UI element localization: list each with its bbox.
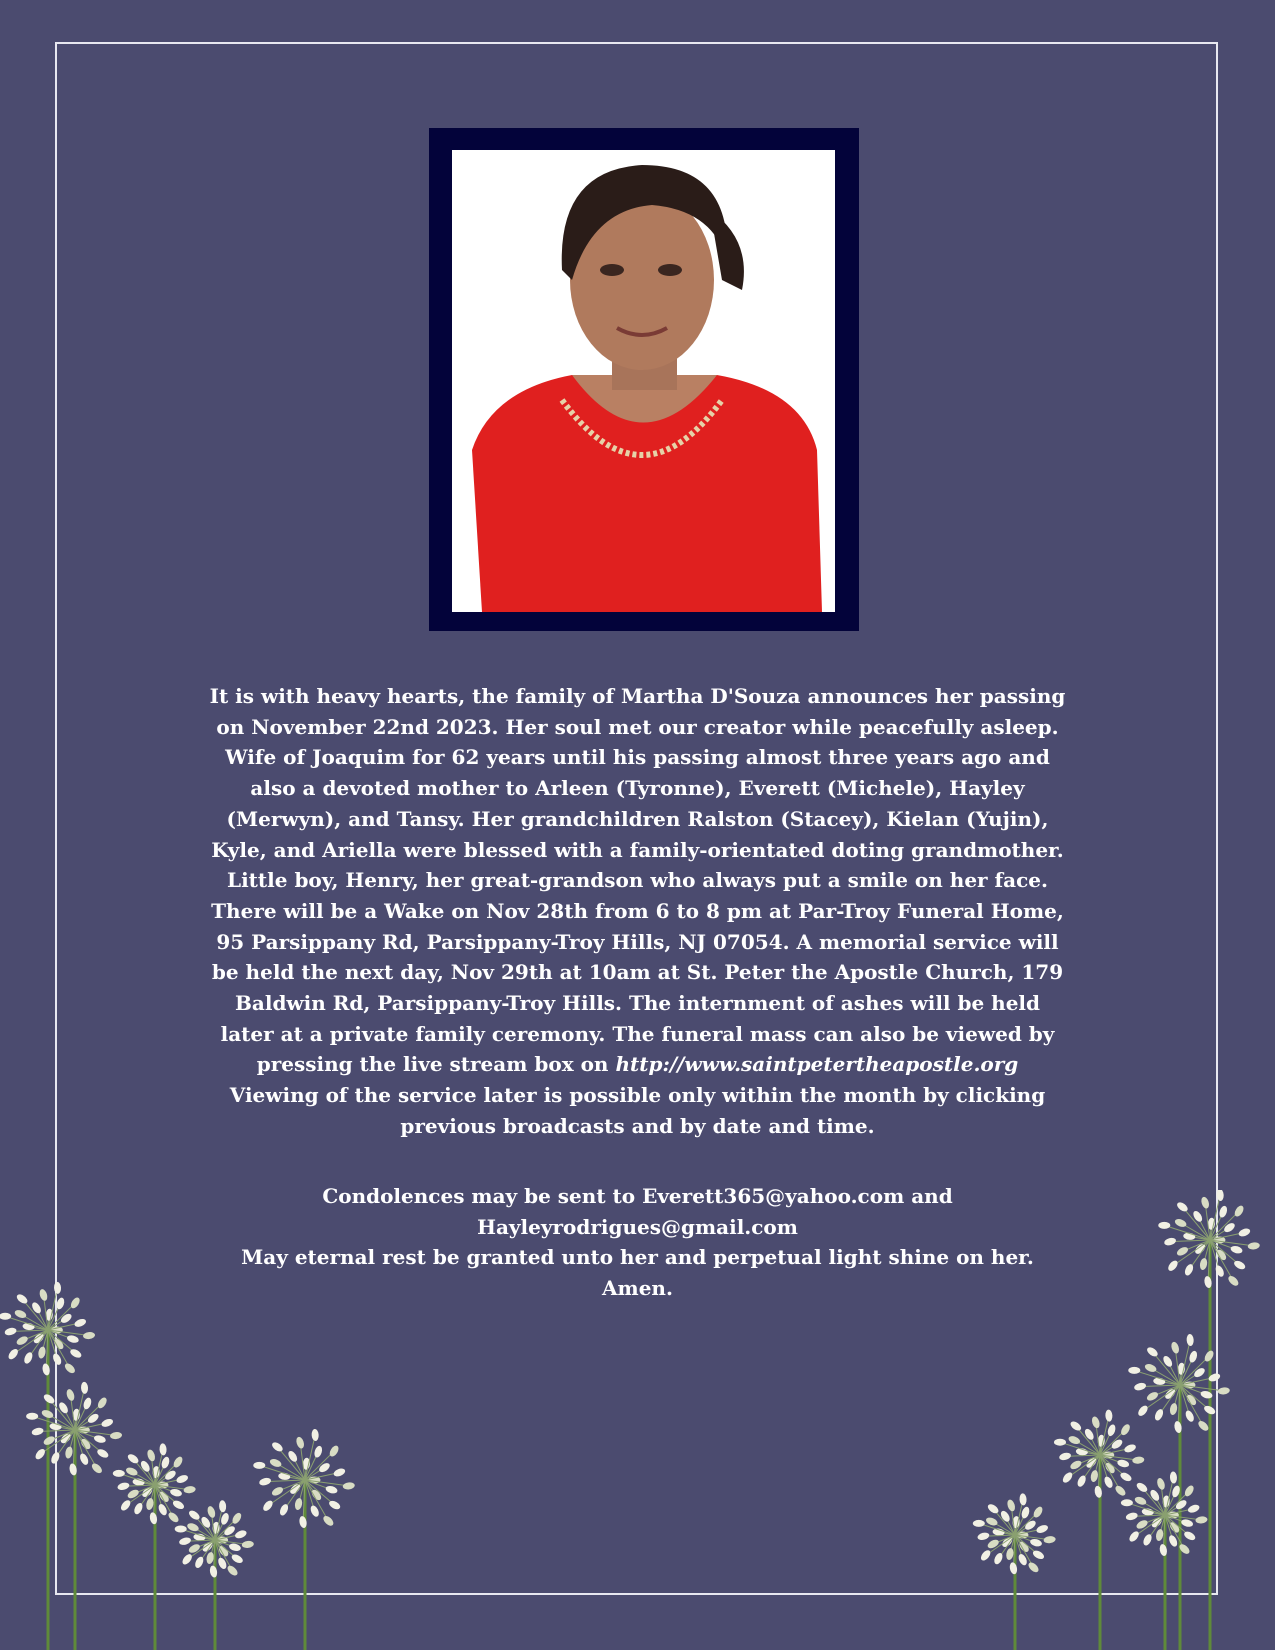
flower-petal xyxy=(1197,1419,1211,1432)
flower-petal xyxy=(82,1397,92,1411)
amen-line: Amen. xyxy=(602,1276,673,1301)
flower-petal xyxy=(1156,1477,1166,1491)
flower-petal xyxy=(90,1462,104,1475)
flower-petal xyxy=(318,1461,332,1474)
flower-petal xyxy=(100,1417,114,1428)
stream-link[interactable]: http://www.saintpetertheapostle.org xyxy=(615,1052,1019,1077)
text-line: Viewing of the service later is possible only within the month by clicking xyxy=(229,1083,1046,1108)
text-line: There will be a Wake on Nov 28th from 6 to 8 pm at Par-Troy Funeral Home, xyxy=(211,898,1064,923)
flower-petal xyxy=(1162,1354,1174,1368)
flower-petal xyxy=(125,1466,139,1477)
flower-petal xyxy=(209,1565,218,1578)
stream-prefix: pressing the live stream box on xyxy=(256,1052,616,1077)
flower-petal xyxy=(1128,1367,1140,1374)
flower-petal xyxy=(1117,1459,1130,1469)
flower-petal xyxy=(1180,1518,1193,1528)
flower-petal xyxy=(126,1488,140,1500)
flower-petal xyxy=(175,1526,187,1533)
flower-petal xyxy=(287,1449,299,1463)
flower-petal xyxy=(183,1485,196,1493)
flower-petal xyxy=(1166,1259,1179,1273)
prayer-line: May eternal rest be granted unto her and perpetual light shine on her. xyxy=(241,1245,1034,1270)
flower-petal xyxy=(163,1469,177,1482)
flower-petal xyxy=(119,1499,132,1513)
flower-petal xyxy=(159,1443,167,1455)
flower-petal xyxy=(30,1301,42,1315)
text-line: Baldwin Rd, Parsippany-Troy Hills. The internment of ashes will be held xyxy=(234,991,1041,1016)
flower-petal xyxy=(269,1458,283,1469)
flower-petal xyxy=(7,1347,20,1361)
flower-petal xyxy=(81,1382,89,1394)
flower-petal xyxy=(59,1312,73,1325)
flower-petal xyxy=(241,1540,254,1548)
flower-petal xyxy=(1174,1218,1188,1229)
flower-petal xyxy=(65,1388,75,1402)
flower-petal xyxy=(333,1467,347,1478)
flower-petal xyxy=(1054,1439,1066,1446)
text-line: on November 22nd 2023. Her soul met our creator while peacefully asleep. xyxy=(216,714,1059,739)
flower-petal xyxy=(1083,1427,1095,1441)
flower-petal xyxy=(270,1441,284,1454)
flower-petal xyxy=(986,1502,1000,1515)
flower-petal xyxy=(1136,1404,1149,1418)
flower-petal xyxy=(1195,1516,1208,1524)
flower-petal xyxy=(181,1552,194,1566)
flower-petal xyxy=(1023,1519,1037,1532)
flower-petal xyxy=(126,1452,140,1465)
text-line: Little boy, Henry, her great-grandson who always put a smile on her face. xyxy=(227,868,1048,893)
flower-petal xyxy=(1133,1382,1146,1392)
text-line: It is with heavy hearts, the family of Martha D'Souza announces her passing xyxy=(209,684,1066,708)
flower-petal xyxy=(93,1434,106,1444)
flower-petal xyxy=(1091,1416,1101,1430)
text-line: (Merwyn), and Tansy. Her grandchildren Ralston (Stacey), Kielan (Yujin), xyxy=(226,806,1049,831)
flower-petal xyxy=(253,1462,265,1469)
flower-petal xyxy=(1058,1452,1071,1462)
flower-petal xyxy=(1214,1264,1225,1278)
flower-petal xyxy=(15,1293,29,1306)
flower-petal xyxy=(1187,1503,1201,1514)
flower-petal xyxy=(38,1288,48,1302)
flower-petal xyxy=(187,1543,201,1555)
flower-petal xyxy=(1230,1245,1243,1255)
flower-petal xyxy=(1019,1493,1027,1505)
flower-petal xyxy=(1061,1471,1074,1485)
flower-petal xyxy=(1005,1547,1014,1560)
flower-petal xyxy=(1227,1274,1241,1287)
flower-petal xyxy=(167,1511,181,1524)
obituary-text xyxy=(0,681,1275,1142)
condolences-line: Condolences may be sent to Everett365@yahoo.com and xyxy=(322,1184,953,1208)
flower-petal xyxy=(1106,1423,1116,1437)
flower-petal xyxy=(217,1556,228,1570)
flower-petal xyxy=(64,1446,73,1459)
flower-petal xyxy=(1067,1435,1081,1446)
flower-petal xyxy=(34,1447,47,1461)
flower-petal xyxy=(160,1456,170,1470)
flower-petal xyxy=(86,1412,100,1425)
flower-petal xyxy=(1200,1196,1210,1210)
flower-petal xyxy=(985,1516,999,1527)
flower-petal xyxy=(1170,1471,1178,1483)
text-line: 95 Parsippany Rd, Parsippany-Troy Hills, NJ 07054. A memorial service will xyxy=(216,929,1059,954)
flower-petal xyxy=(1193,1366,1207,1379)
flower-petal xyxy=(1199,1258,1208,1271)
flower-petal xyxy=(1135,1519,1149,1531)
condolences-email: Hayleyrodrigues@gmail.com xyxy=(477,1214,798,1239)
flower-petal xyxy=(325,1485,338,1495)
flower-petal xyxy=(1006,1499,1016,1513)
flower-petal xyxy=(226,1564,240,1577)
flower-petal xyxy=(73,1317,87,1328)
flower-petal xyxy=(1216,1190,1224,1201)
flower-petal xyxy=(1035,1524,1049,1535)
flower-petal xyxy=(1223,1221,1237,1234)
flower-petal xyxy=(66,1334,79,1344)
flower-petal xyxy=(1218,1205,1228,1219)
text-line: Wife of Joaquim for 62 years until his passing almost three years ago and xyxy=(225,745,1050,770)
text-line: later at a private family ceremony. The funeral mass can also be viewed by xyxy=(220,1021,1055,1046)
flower-petal xyxy=(1188,1350,1198,1364)
flower-petal xyxy=(1170,1341,1180,1355)
flower-petal xyxy=(1186,1334,1194,1346)
flower-petal xyxy=(219,1500,227,1512)
flower-petal xyxy=(1020,1506,1030,1520)
flower-petal xyxy=(0,1313,11,1320)
flower-petal xyxy=(1159,1543,1168,1556)
flower-petal xyxy=(145,1497,154,1510)
flower-petal xyxy=(31,1427,44,1437)
flower-petal xyxy=(999,1509,1011,1523)
flower-petal xyxy=(1029,1538,1042,1548)
flower-petal xyxy=(55,1297,65,1311)
flower-petal xyxy=(1132,1456,1145,1464)
flower-petal xyxy=(1134,1495,1148,1506)
flower-petal xyxy=(117,1481,130,1491)
flower-petal xyxy=(1144,1363,1158,1374)
flower-petal xyxy=(1155,1528,1164,1541)
flower-petal xyxy=(1238,1227,1252,1238)
flower-petal xyxy=(57,1401,69,1415)
flower-petal xyxy=(206,1551,215,1564)
flower-petal xyxy=(261,1499,274,1513)
flower-petal xyxy=(1163,1237,1176,1247)
flower-petal xyxy=(258,1477,271,1487)
flower-petal xyxy=(187,1509,201,1522)
flower-petal xyxy=(342,1482,355,1490)
flower-petal xyxy=(295,1436,305,1450)
flower-petal xyxy=(1158,1222,1170,1229)
flower-petal xyxy=(146,1449,156,1463)
flower-petal xyxy=(973,1520,985,1527)
flower-petal xyxy=(1009,1562,1018,1575)
flower-petal xyxy=(206,1505,216,1519)
portrait-frame xyxy=(429,128,859,631)
flowers-left-decoration xyxy=(0,1280,380,1650)
flower-petal xyxy=(110,1431,123,1439)
flower-petal xyxy=(313,1445,323,1459)
flower-petal xyxy=(1069,1459,1083,1471)
flower-petal xyxy=(1090,1469,1099,1482)
flower-petal xyxy=(1105,1409,1113,1421)
portrait-photo xyxy=(452,150,835,612)
flower-petal xyxy=(51,1352,62,1366)
flower-petal xyxy=(1145,1346,1159,1359)
flower-petal xyxy=(149,1512,158,1525)
flower-petal xyxy=(1043,1535,1056,1543)
flower-petal xyxy=(311,1429,319,1441)
flower-petal xyxy=(979,1549,992,1563)
text-line: be held the next day, Nov 29th at 10am at St. Peter the Apostle Church, 179 xyxy=(211,960,1064,985)
flower-petal xyxy=(977,1531,990,1541)
text-line xyxy=(0,1049,1275,1080)
flower-petal xyxy=(1123,1443,1137,1454)
flower-petal xyxy=(1192,1209,1204,1223)
flower-petal xyxy=(4,1327,17,1337)
flower-petal xyxy=(37,1346,46,1359)
text-line: also a devoted mother to Arleen (Tyronne), Everett (Michele), Hayley xyxy=(250,776,1025,801)
flower-petal xyxy=(1184,1409,1195,1423)
flower-petal xyxy=(54,1282,62,1294)
flower-petal xyxy=(1175,1201,1189,1214)
flower-petal xyxy=(1128,1530,1141,1544)
flower-petal xyxy=(113,1470,125,1477)
flower-petal xyxy=(1135,1481,1149,1494)
flower-petal xyxy=(1069,1420,1083,1433)
flower-petal xyxy=(322,1514,336,1527)
flower-petal xyxy=(234,1529,248,1540)
flower-petal xyxy=(14,1309,28,1320)
flower-petal xyxy=(178,1536,191,1546)
flower-petal xyxy=(200,1515,212,1529)
flower-petal xyxy=(228,1542,241,1552)
flower-petal xyxy=(83,1331,96,1339)
flower-petal xyxy=(1027,1561,1041,1574)
text-line: Kyle, and Ariella were blessed with a family-orientated doting grandmother. xyxy=(211,837,1064,862)
flower-petal xyxy=(294,1498,303,1511)
flower-petal xyxy=(1169,1403,1178,1416)
flower-petal xyxy=(1217,1387,1230,1395)
flowers-right-decoration xyxy=(970,1190,1275,1650)
flower-petal xyxy=(175,1474,189,1485)
flower-petal xyxy=(1125,1511,1138,1521)
flower-petal xyxy=(78,1452,89,1466)
flower-petal xyxy=(1110,1438,1124,1451)
flower-petal xyxy=(139,1459,151,1473)
text-line: previous broadcasts and by date and time. xyxy=(400,1113,875,1138)
flower-petal xyxy=(309,1504,320,1518)
flower-petal xyxy=(1149,1488,1161,1502)
flower-petal xyxy=(1121,1499,1133,1506)
flower-petal xyxy=(986,1538,1000,1550)
flower-petal xyxy=(63,1362,77,1375)
flower-petal xyxy=(26,1413,38,1420)
flower-petal xyxy=(1247,1242,1260,1250)
flower-petal xyxy=(169,1488,182,1498)
flower-petal xyxy=(1114,1484,1128,1497)
